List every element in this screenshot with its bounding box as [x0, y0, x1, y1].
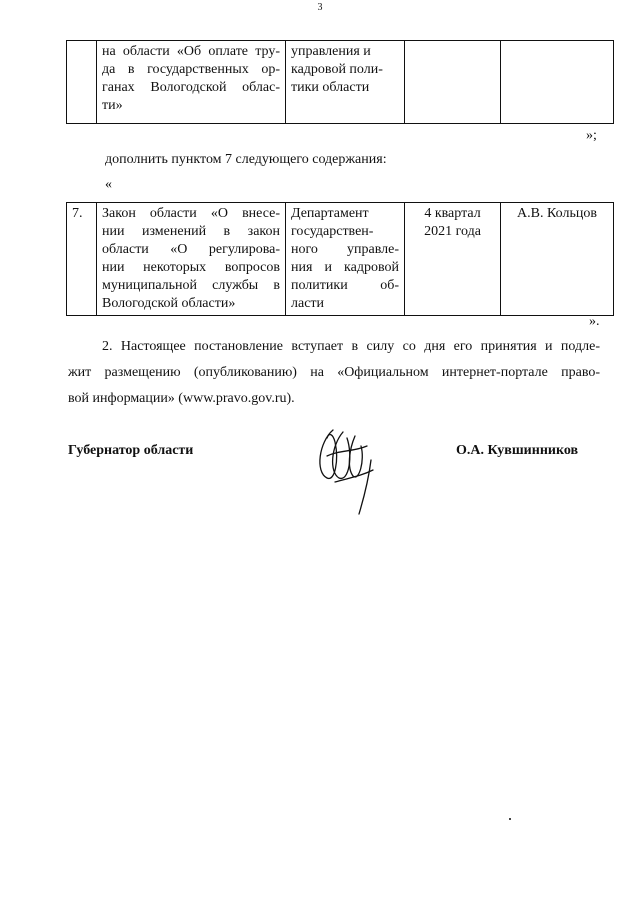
amendment-text: дополнить пунктом 7 следующего содержания:: [105, 152, 387, 167]
plan-table-continuation: [66, 40, 614, 124]
table-row: [67, 41, 614, 124]
page-number: 3: [317, 2, 323, 13]
handwritten-signature: [305, 420, 385, 520]
opening-quote: «: [105, 177, 112, 192]
plan-table-new-row: [66, 202, 614, 316]
row-number-cell: [67, 41, 97, 124]
term-cell: [405, 41, 501, 124]
closing-quote: »;: [586, 128, 597, 143]
department-cell: Департамент государствен- ного управле- ния и кадровой политики об- ласти: [286, 203, 405, 316]
scan-dot: [509, 818, 511, 820]
signatory-position: Губернатор области: [68, 443, 194, 458]
term-cell: 4 квартал 2021 года: [405, 203, 501, 316]
table-row: [67, 203, 614, 316]
document-name-cell: на области «Об оплате тру- да в государственных ор- ганах Вологодской облас- ти»: [97, 41, 286, 124]
document-name-cell: Закон области «О внесе- нии изменений в закон области «О регулирова- нии некоторых вопросов муниципальной службы в Вологодской области»: [97, 203, 286, 316]
department-cell: управления и кадровой поли- тики области: [286, 41, 405, 124]
responsible-cell: А.В. Кольцов: [501, 203, 614, 316]
signatory-name: О.А. Кувшинников: [456, 443, 579, 458]
closing-quote-2: ».: [589, 314, 600, 329]
paragraph-2: 2. Настоящее постановление вступает в силу со дня его принятия и подле- жит размещению (опубликованию) на «Официальном интернет-портале право- вой информации» (www.pravo.gov.ru).: [68, 339, 600, 406]
responsible-cell: [501, 41, 614, 124]
row-number-cell: 7.: [67, 203, 97, 316]
